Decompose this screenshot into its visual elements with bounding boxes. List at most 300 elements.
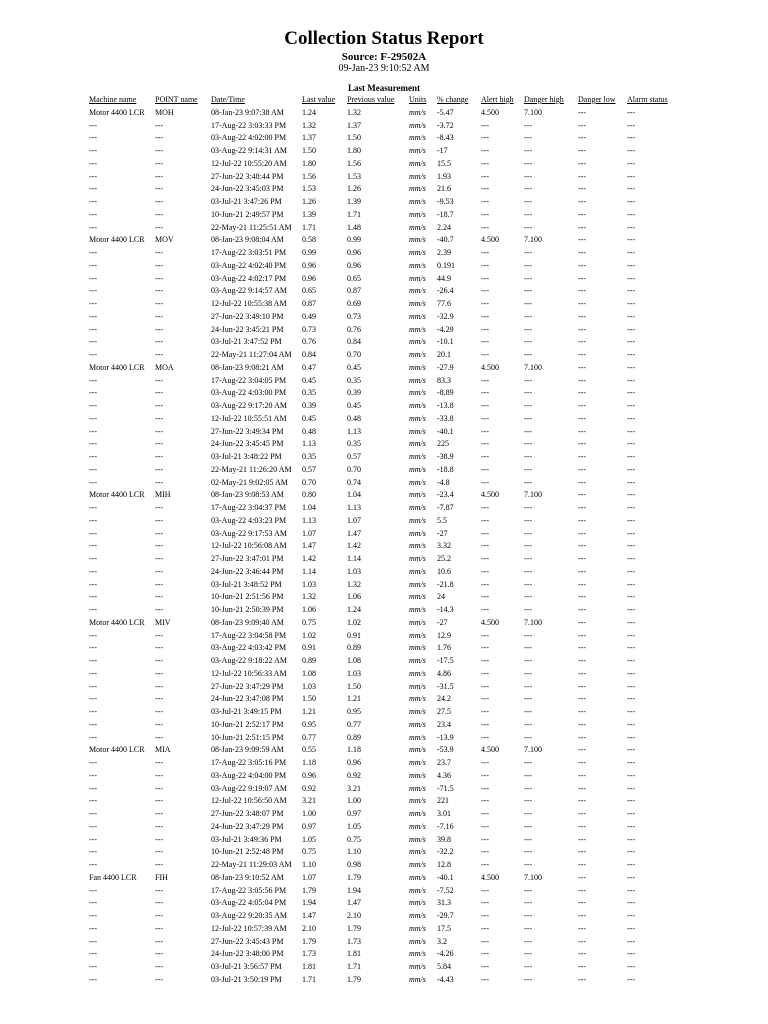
cell-alarm-status: --- — [627, 528, 635, 538]
table-row — [0, 681, 768, 694]
cell-percent-change: -7.16 — [437, 821, 454, 831]
cell-previous-value: 0.45 — [347, 362, 361, 372]
header-point-name: POINT name — [155, 95, 198, 104]
cell-danger-high: --- — [524, 643, 532, 653]
cell-alarm-status: --- — [627, 949, 635, 959]
cell-danger-low: --- — [578, 707, 586, 716]
cell-date-time: 24-Jun-22 3:46:44 PM — [211, 566, 284, 576]
cell-machine-name: --- — [89, 707, 97, 716]
cell-previous-value: 1.81 — [347, 949, 361, 959]
cell-percent-change: 12.8 — [437, 860, 451, 869]
cell-alert-high: --- — [481, 299, 489, 308]
cell-units: mm/s — [409, 286, 426, 296]
cell-point-name: --- — [155, 860, 163, 869]
cell-previous-value: 1.06 — [347, 592, 361, 602]
cell-last-value: 1.02 — [302, 630, 316, 640]
cell-alert-high: 4.500 — [481, 617, 499, 627]
cell-point-name: --- — [155, 222, 163, 232]
cell-danger-low: --- — [578, 962, 586, 971]
cell-point-name: MOA — [155, 362, 174, 372]
table-row — [0, 260, 768, 273]
cell-machine-name: --- — [89, 758, 97, 767]
cell-alert-high: --- — [481, 579, 489, 589]
cell-danger-low: --- — [578, 745, 586, 755]
cell-danger-high: 7.100 — [524, 617, 542, 627]
cell-percent-change: 3.32 — [437, 541, 451, 551]
cell-last-value: 0.80 — [302, 490, 316, 500]
cell-date-time: 03-Aug-22 9:17:53 AM — [211, 528, 287, 538]
cell-danger-low: --- — [578, 107, 586, 117]
cell-alert-high: --- — [481, 184, 489, 194]
cell-date-time: 03-Aug-22 4:03:23 PM — [211, 515, 287, 525]
cell-previous-value: 0.65 — [347, 273, 361, 283]
cell-units: mm/s — [409, 745, 426, 755]
cell-point-name: --- — [155, 452, 163, 461]
cell-date-time: 17-Aug-22 3:05:56 PM — [211, 885, 287, 895]
table-row — [0, 502, 768, 515]
cell-units: mm/s — [409, 528, 426, 538]
cell-units: mm/s — [409, 120, 426, 130]
cell-percent-change: -32.9 — [437, 311, 454, 321]
cell-percent-change: 31.3 — [437, 898, 451, 908]
cell-machine-name: Motor 4400 LCR — [89, 745, 145, 755]
cell-date-time: 17-Aug-22 3:03:33 PM — [211, 120, 287, 130]
header-date-time: Date/Time — [211, 95, 245, 104]
cell-date-time: 02-May-21 9:02:05 AM — [211, 477, 288, 487]
cell-units: mm/s — [409, 107, 426, 117]
cell-alarm-status: --- — [627, 464, 635, 474]
cell-last-value: 1.18 — [302, 758, 316, 767]
cell-last-value: 0.84 — [302, 350, 316, 359]
cell-percent-change: -32.2 — [437, 847, 454, 857]
cell-point-name: --- — [155, 770, 163, 780]
cell-danger-high: --- — [524, 439, 532, 449]
cell-last-value: 1.07 — [302, 872, 316, 882]
cell-danger-low: --- — [578, 719, 586, 729]
cell-alert-high: --- — [481, 452, 489, 461]
cell-alarm-status: --- — [627, 758, 635, 767]
cell-alert-high: --- — [481, 885, 489, 895]
cell-alarm-status: --- — [627, 745, 635, 755]
cell-point-name: --- — [155, 579, 163, 589]
cell-last-value: 0.77 — [302, 732, 316, 742]
cell-point-name: --- — [155, 885, 163, 895]
cell-units: mm/s — [409, 248, 426, 257]
cell-danger-low: --- — [578, 209, 586, 219]
cell-alarm-status: --- — [627, 503, 635, 512]
cell-units: mm/s — [409, 158, 426, 168]
cell-units: mm/s — [409, 579, 426, 589]
cell-last-value: 0.91 — [302, 643, 316, 653]
cell-previous-value: 1.18 — [347, 745, 361, 755]
cell-point-name: --- — [155, 503, 163, 512]
cell-previous-value: 0.45 — [347, 401, 361, 410]
table-row — [0, 324, 768, 337]
cell-alarm-status: --- — [627, 222, 635, 232]
cell-units: mm/s — [409, 324, 426, 334]
cell-point-name: MIV — [155, 617, 171, 627]
cell-units: mm/s — [409, 566, 426, 576]
cell-percent-change: -27 — [437, 617, 448, 627]
cell-last-value: 1.80 — [302, 158, 316, 168]
cell-danger-low: --- — [578, 197, 586, 206]
cell-machine-name: --- — [89, 719, 97, 729]
cell-units: mm/s — [409, 630, 426, 640]
table-row — [0, 540, 768, 553]
cell-alert-high: --- — [481, 732, 489, 742]
cell-last-value: 0.48 — [302, 426, 316, 436]
cell-danger-high: --- — [524, 401, 532, 410]
cell-alarm-status: --- — [627, 783, 635, 793]
cell-danger-high: --- — [524, 885, 532, 895]
cell-danger-low: --- — [578, 592, 586, 602]
cell-units: mm/s — [409, 197, 426, 206]
cell-percent-change: -53.9 — [437, 745, 454, 755]
cell-alert-high: --- — [481, 656, 489, 665]
cell-last-value: 1.47 — [302, 541, 316, 551]
cell-machine-name: --- — [89, 949, 97, 959]
cell-units: mm/s — [409, 401, 426, 410]
cell-danger-low: --- — [578, 350, 586, 359]
cell-danger-high: --- — [524, 171, 532, 181]
cell-percent-change: 23.7 — [437, 758, 451, 767]
cell-alert-high: --- — [481, 273, 489, 283]
cell-machine-name: --- — [89, 133, 97, 143]
table-row — [0, 808, 768, 821]
cell-danger-low: --- — [578, 758, 586, 767]
cell-date-time: 03-Aug-22 4:04:00 PM — [211, 770, 287, 780]
cell-point-name: MOH — [155, 107, 174, 117]
cell-danger-low: --- — [578, 554, 586, 563]
cell-alert-high: --- — [481, 324, 489, 334]
table-row — [0, 897, 768, 910]
cell-alert-high: --- — [481, 158, 489, 168]
table-row — [0, 693, 768, 706]
table-row — [0, 375, 768, 388]
table-row — [0, 617, 768, 630]
cell-danger-low: --- — [578, 490, 586, 500]
table-row — [0, 413, 768, 426]
cell-alarm-status: --- — [627, 375, 635, 385]
cell-percent-change: 24 — [437, 592, 445, 602]
table-row — [0, 923, 768, 936]
cell-last-value: 0.96 — [302, 260, 316, 270]
cell-alert-high: 4.500 — [481, 872, 499, 882]
cell-machine-name: --- — [89, 452, 97, 461]
cell-point-name: --- — [155, 401, 163, 410]
cell-last-value: 1.24 — [302, 107, 316, 117]
cell-danger-high: --- — [524, 184, 532, 194]
cell-danger-low: --- — [578, 630, 586, 640]
cell-last-value: 1.71 — [302, 222, 316, 232]
cell-point-name: FIH — [155, 872, 168, 882]
cell-last-value: 1.73 — [302, 949, 316, 959]
header-alarm-status: Alarm status — [627, 95, 668, 104]
cell-previous-value: 1.07 — [347, 515, 361, 525]
cell-alert-high: --- — [481, 566, 489, 576]
cell-point-name: --- — [155, 656, 163, 665]
cell-danger-low: --- — [578, 222, 586, 232]
cell-danger-low: --- — [578, 923, 586, 933]
cell-danger-low: --- — [578, 656, 586, 665]
cell-point-name: --- — [155, 962, 163, 971]
cell-date-time: 08-Jan-23 9:08:04 AM — [211, 235, 284, 245]
cell-last-value: 1.37 — [302, 133, 316, 143]
cell-alarm-status: --- — [627, 821, 635, 831]
table-row — [0, 515, 768, 528]
table-row — [0, 885, 768, 898]
cell-danger-low: --- — [578, 426, 586, 436]
cell-percent-change: -38.9 — [437, 452, 454, 461]
cell-machine-name: --- — [89, 158, 97, 168]
table-row — [0, 171, 768, 184]
cell-previous-value: 0.92 — [347, 770, 361, 780]
table-row — [0, 783, 768, 796]
cell-units: mm/s — [409, 668, 426, 678]
cell-units: mm/s — [409, 541, 426, 551]
cell-alarm-status: --- — [627, 235, 635, 245]
cell-point-name: --- — [155, 834, 163, 844]
cell-alert-high: --- — [481, 681, 489, 691]
cell-alert-high: --- — [481, 592, 489, 602]
cell-last-value: 1.13 — [302, 439, 316, 449]
table-row — [0, 604, 768, 617]
table-body — [0, 107, 768, 987]
cell-previous-value: 3.21 — [347, 783, 361, 793]
cell-units: mm/s — [409, 732, 426, 742]
cell-danger-low: --- — [578, 681, 586, 691]
cell-last-value: 1.56 — [302, 171, 316, 181]
cell-previous-value: 1.04 — [347, 490, 361, 500]
cell-danger-low: --- — [578, 235, 586, 245]
cell-units: mm/s — [409, 515, 426, 525]
cell-machine-name: --- — [89, 809, 97, 818]
cell-danger-low: --- — [578, 413, 586, 423]
cell-last-value: 1.50 — [302, 694, 316, 704]
cell-percent-change: 1.76 — [437, 643, 451, 653]
cell-previous-value: 0.99 — [347, 235, 361, 245]
cell-date-time: 17-Aug-22 3:04:58 PM — [211, 630, 287, 640]
cell-percent-change: 15.5 — [437, 158, 451, 168]
cell-machine-name: --- — [89, 541, 97, 551]
cell-danger-high: --- — [524, 707, 532, 716]
cell-alarm-status: --- — [627, 923, 635, 933]
table-row — [0, 910, 768, 923]
cell-previous-value: 0.96 — [347, 758, 361, 767]
cell-date-time: 24-Jun-22 3:45:45 PM — [211, 439, 284, 449]
cell-date-time: 03-Aug-22 9:14:31 AM — [211, 146, 287, 155]
cell-units: mm/s — [409, 834, 426, 844]
cell-alarm-status: --- — [627, 362, 635, 372]
cell-danger-low: --- — [578, 362, 586, 372]
cell-percent-change: 3.2 — [437, 936, 447, 946]
cell-previous-value: 0.77 — [347, 719, 361, 729]
cell-date-time: 24-Jun-22 3:48:00 PM — [211, 949, 284, 959]
cell-units: mm/s — [409, 885, 426, 895]
cell-date-time: 27-Jun-22 3:47:29 PM — [211, 681, 284, 691]
cell-alert-high: --- — [481, 834, 489, 844]
cell-danger-low: --- — [578, 617, 586, 627]
table-row — [0, 757, 768, 770]
cell-alarm-status: --- — [627, 681, 635, 691]
cell-last-value: 1.05 — [302, 834, 316, 844]
cell-last-value: 0.58 — [302, 235, 316, 245]
cell-machine-name: --- — [89, 273, 97, 283]
cell-danger-high: --- — [524, 350, 532, 359]
cell-point-name: --- — [155, 758, 163, 767]
cell-alarm-status: --- — [627, 209, 635, 219]
header-machine-name: Machine name — [89, 95, 137, 104]
cell-last-value: 1.08 — [302, 668, 316, 678]
cell-last-value: 0.55 — [302, 745, 316, 755]
cell-units: mm/s — [409, 809, 426, 818]
cell-previous-value: 1.79 — [347, 872, 361, 882]
cell-machine-name: --- — [89, 286, 97, 296]
cell-previous-value: 1.13 — [347, 426, 361, 436]
cell-point-name: --- — [155, 375, 163, 385]
cell-previous-value: 0.89 — [347, 643, 361, 653]
cell-danger-low: --- — [578, 796, 586, 806]
cell-danger-low: --- — [578, 171, 586, 181]
cell-danger-high: --- — [524, 197, 532, 206]
cell-alarm-status: --- — [627, 643, 635, 653]
cell-alert-high: --- — [481, 911, 489, 920]
cell-alert-high: --- — [481, 388, 489, 398]
cell-date-time: 03-Jul-21 3:48:22 PM — [211, 452, 282, 461]
cell-last-value: 0.97 — [302, 821, 316, 831]
table-row — [0, 158, 768, 171]
cell-alert-high: 4.500 — [481, 107, 499, 117]
cell-danger-high: --- — [524, 758, 532, 767]
cell-alert-high: --- — [481, 133, 489, 143]
cell-percent-change: -4.8 — [437, 477, 450, 487]
cell-units: mm/s — [409, 375, 426, 385]
cell-alarm-status: --- — [627, 898, 635, 908]
cell-machine-name: Fan 4400 LCR — [89, 872, 137, 882]
cell-alert-high: --- — [481, 974, 489, 984]
table-row — [0, 528, 768, 541]
cell-previous-value: 0.70 — [347, 464, 361, 474]
cell-danger-high: --- — [524, 783, 532, 793]
cell-danger-high: --- — [524, 719, 532, 729]
cell-alert-high: --- — [481, 120, 489, 130]
table-row — [0, 553, 768, 566]
cell-point-name: --- — [155, 248, 163, 257]
cell-last-value: 0.92 — [302, 783, 316, 793]
cell-point-name: --- — [155, 413, 163, 423]
cell-alarm-status: --- — [627, 133, 635, 143]
cell-machine-name: Motor 4400 LCR — [89, 490, 145, 500]
cell-date-time: 24-Jun-22 3:45:21 PM — [211, 324, 284, 334]
cell-date-time: 08-Jan-23 9:09:40 AM — [211, 617, 284, 627]
cell-last-value: 0.75 — [302, 617, 316, 627]
cell-percent-change: -33.8 — [437, 413, 454, 423]
cell-danger-low: --- — [578, 452, 586, 461]
cell-previous-value: 0.35 — [347, 375, 361, 385]
cell-danger-high: --- — [524, 860, 532, 869]
cell-last-value: 1.81 — [302, 962, 316, 971]
cell-percent-change: -21.8 — [437, 579, 454, 589]
cell-danger-high: --- — [524, 923, 532, 933]
table-row — [0, 273, 768, 286]
cell-percent-change: 24.2 — [437, 694, 451, 704]
section-title: Last Measurement — [347, 83, 421, 93]
cell-danger-high: --- — [524, 911, 532, 920]
cell-percent-change: 221 — [437, 796, 449, 806]
cell-point-name: MIH — [155, 490, 171, 500]
cell-previous-value: 1.80 — [347, 146, 361, 155]
cell-machine-name: --- — [89, 146, 97, 155]
cell-last-value: 0.65 — [302, 286, 316, 296]
cell-danger-low: --- — [578, 324, 586, 334]
cell-date-time: 22-May-21 11:27:04 AM — [211, 350, 292, 359]
cell-machine-name: --- — [89, 554, 97, 563]
cell-previous-value: 1.03 — [347, 566, 361, 576]
cell-last-value: 1.10 — [302, 860, 316, 869]
cell-percent-change: 3.01 — [437, 809, 451, 818]
cell-percent-change: -4.29 — [437, 324, 454, 334]
cell-machine-name: --- — [89, 350, 97, 359]
cell-date-time: 24-Jun-22 3:47:29 PM — [211, 821, 284, 831]
cell-point-name: --- — [155, 541, 163, 551]
table-row — [0, 961, 768, 974]
cell-danger-high: --- — [524, 809, 532, 818]
cell-previous-value: 1.47 — [347, 898, 361, 908]
cell-point-name: --- — [155, 464, 163, 474]
cell-date-time: 12-Jul-22 10:55:51 AM — [211, 413, 287, 423]
cell-last-value: 0.49 — [302, 311, 316, 321]
cell-previous-value: 0.89 — [347, 732, 361, 742]
cell-last-value: 0.47 — [302, 362, 316, 372]
cell-alert-high: --- — [481, 515, 489, 525]
cell-machine-name: --- — [89, 681, 97, 691]
cell-date-time: 10-Jun-21 2:52:17 PM — [211, 719, 284, 729]
table-row — [0, 630, 768, 643]
cell-units: mm/s — [409, 337, 426, 347]
cell-danger-low: --- — [578, 974, 586, 984]
cell-point-name: --- — [155, 592, 163, 602]
cell-alert-high: --- — [481, 337, 489, 347]
cell-alert-high: --- — [481, 809, 489, 818]
cell-last-value: 1.07 — [302, 528, 316, 538]
cell-danger-high: --- — [524, 847, 532, 857]
cell-machine-name: --- — [89, 171, 97, 181]
cell-danger-low: --- — [578, 158, 586, 168]
cell-danger-low: --- — [578, 299, 586, 308]
table-row — [0, 107, 768, 120]
cell-point-name: --- — [155, 923, 163, 933]
cell-alarm-status: --- — [627, 337, 635, 347]
cell-machine-name: Motor 4400 LCR — [89, 362, 145, 372]
table-header — [0, 94, 768, 107]
cell-alert-high: --- — [481, 171, 489, 181]
cell-danger-low: --- — [578, 834, 586, 844]
cell-last-value: 3.21 — [302, 796, 316, 806]
cell-machine-name: --- — [89, 796, 97, 806]
cell-machine-name: --- — [89, 439, 97, 449]
cell-alarm-status: --- — [627, 707, 635, 716]
cell-machine-name: --- — [89, 515, 97, 525]
cell-alert-high: --- — [481, 630, 489, 640]
cell-danger-high: --- — [524, 452, 532, 461]
cell-alarm-status: --- — [627, 490, 635, 500]
cell-units: mm/s — [409, 821, 426, 831]
cell-danger-high: 7.100 — [524, 872, 542, 882]
cell-last-value: 1.79 — [302, 885, 316, 895]
cell-percent-change: -40.1 — [437, 426, 454, 436]
cell-previous-value: 0.96 — [347, 260, 361, 270]
cell-percent-change: 2.39 — [437, 248, 451, 257]
